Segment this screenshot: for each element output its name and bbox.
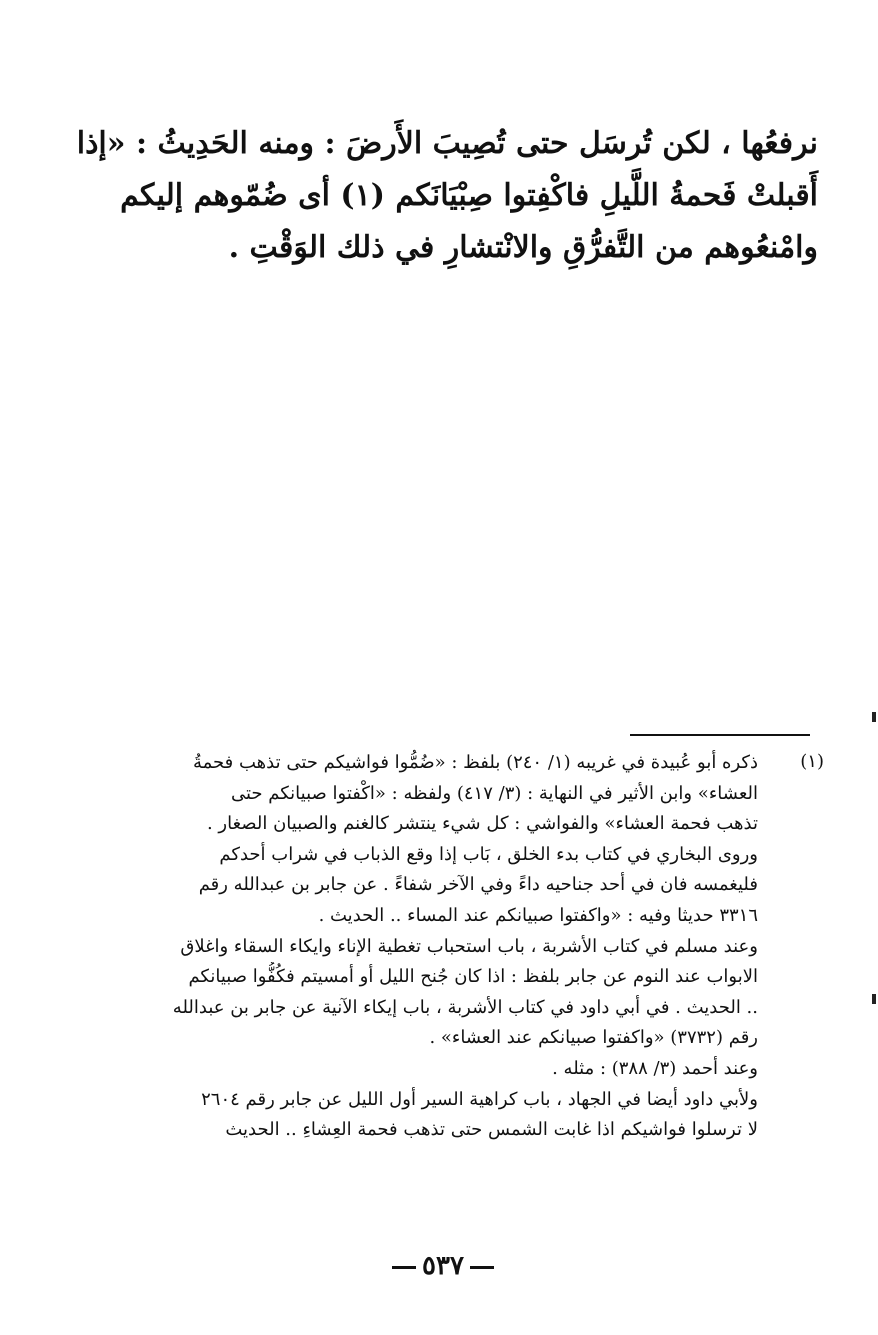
footnote-line-3: تذهب فحمة العشاء» والفواشي : كل شيء ينتشر كالغنم والصبيان الصغار . [206,813,758,835]
page-number: ٥٣٧ [422,1251,464,1281]
scan-edge-mark-bottom [872,994,876,1004]
footnote-line-7: وعند مسلم في كتاب الأشربة ، باب استحباب تغطية الإناء وايكاء السقاء واغلاق [180,935,758,957]
main-text-line-3: وامْنعُوهم من التَّفرُّقِ والانْتشارِ في ذلك الوَقْتِ . [228,230,818,265]
footnote-separator [630,734,810,736]
footnote-line-13: لا ترسلوا فواشيكم اذا غابت الشمس حتى تذهب فحمة العِشاءِ .. الحديث [225,1119,758,1141]
main-text-line-2: أَقبلتْ فَحمةُ اللَّيلِ فاكْفِتوا صِبْيَانَكم (١) أى ضُمّوهم إليكم [120,178,818,213]
footnote-line-11: وعند أحمد (٣/ ٣٨٨) : مثله . [552,1057,758,1079]
footnote-marker: (١) [800,751,824,772]
footnote-line-10: رقم (٣٧٣٢) «واكفتوا صبيانكم عند العشاء» . [429,1027,758,1049]
main-text-line-1: نرفعُها ، لكن تُرسَل حتى تُصِيبَ الأَرضَ : ومنه الحَدِيثُ : «إذا [76,126,818,161]
footnote-line-2: العشاء» وابن الأثير في النهاية : (٣/ ٤١٧) ولفظه : «اكْفتوا صبيانكم حتى [230,782,758,804]
footnote-line-9: .. الحديث . في أبي داود في كتاب الأشربة ، باب إيكاء الآنية عن جابر بن عبدالله [172,996,758,1018]
scan-edge-mark-top [872,712,876,722]
page-number-container [378,1250,508,1282]
main-text-block [76,118,818,274]
footnote-line-4: وروى البخاري في كتاب بدء الخلق ، بَاب إذا وقع الذباب في شراب أحدكم [219,843,758,865]
footnote-line-1: ذكره أبو عُبيدة في غريبه (١/ ٢٤٠) بلفظ : «ضُمُّوا فواشيكم حتى تذهب فحمةُ [192,752,758,773]
footnotes-block [155,748,758,1146]
footnote-line-12: ولأبي داود أيضا في الجهاد ، باب كراهية السير أول الليل عن جابر رقم ٢٦٠٤ [201,1088,758,1110]
footnote-line-8: الابواب عند النوم عن جابر بلفظ : اذا كان جُنح الليل أو أمسيتم فكُفُّوا صبيانكم [188,966,758,988]
page-number-dash-left [470,1266,494,1269]
footnote-line-5: فليغمسه فان في أحد جناحيه داءً وفي الآخر شفاءً . عن جابر بن عبدالله رقم [198,874,758,896]
footnote-line-6: ٣٣١٦ حديثا وفيه : «واكفتوا صبيانكم عند المساء .. الحديث . [318,904,758,926]
page-number-dash-right [392,1266,416,1269]
